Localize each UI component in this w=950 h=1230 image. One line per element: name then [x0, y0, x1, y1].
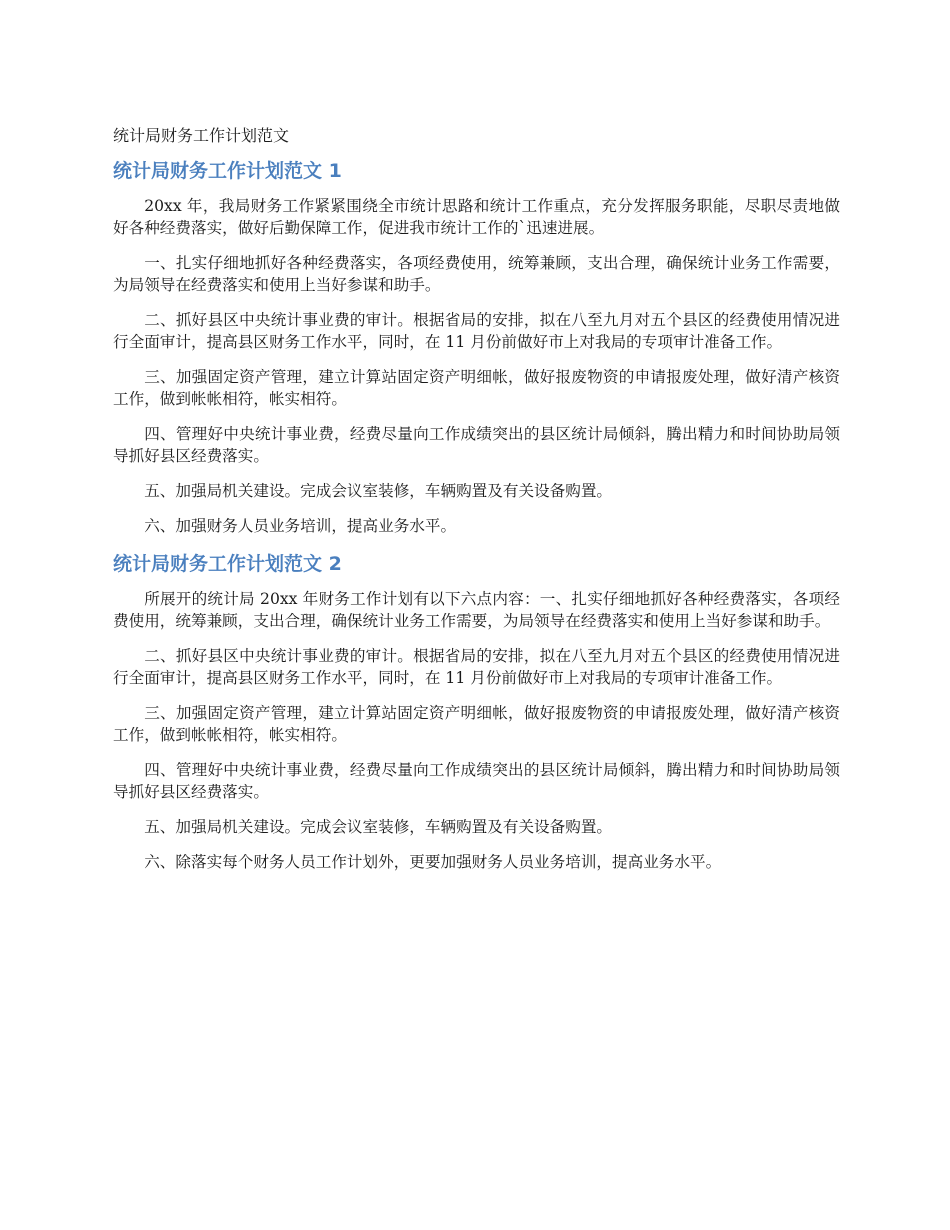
paragraph: 二、抓好县区中央统计事业费的审计。根据省局的安排，拟在八至九月对五个县区的经费使用情况进行全面审计，提高县区财务工作水平，同时，在 11 月份前做好市上对我局的专项审计准备工作。	[113, 311, 840, 351]
paragraph: 三、加强固定资产管理，建立计算站固定资产明细帐，做好报废物资的申请报废处理，做好清产核资工作，做到帐帐相符，帐实相符。	[113, 704, 840, 744]
paragraph: 20xx 年，我局财务工作紧紧围绕全市统计思路和统计工作重点，充分发挥服务职能，尽职尽责地做好各种经费落实，做好后勤保障工作，促进我市统计工作的`迅速进展。	[113, 197, 840, 237]
paragraph: 五、加强局机关建设。完成会议室装修，车辆购置及有关设备购置。	[144, 482, 613, 500]
paragraph: 六、除落实每个财务人员工作计划外，更要加强财务人员业务培训，提高业务水平。	[144, 853, 722, 871]
paragraph: 六、加强财务人员业务培训，提高业务水平。	[144, 517, 457, 535]
paragraph: 四、管理好中央统计事业费，经费尽量向工作成绩突出的县区统计局倾斜，腾出精力和时间协助局领导抓好县区经费落实。	[113, 425, 840, 465]
paragraph: 所展开的统计局 20xx 年财务工作计划有以下六点内容：一、扎实仔细地抓好各种经费落实，各项经费使用，统筹兼顾，支出合理，确保统计业务工作需要，为局领导在经费落实和使用上当好参谋和助手。	[113, 590, 840, 630]
section-heading: 统计局财务工作计划范文 2	[113, 553, 342, 575]
paragraph: 三、加强固定资产管理，建立计算站固定资产明细帐，做好报废物资的申请报废处理，做好清产核资工作，做到帐帐相符，帐实相符。	[113, 368, 840, 408]
section-heading: 统计局财务工作计划范文 1	[113, 160, 342, 182]
section-2	[113, 550, 840, 873]
document-title: 统计局财务工作计划范文	[113, 126, 290, 145]
paragraph: 二、抓好县区中央统计事业费的审计。根据省局的安排，拟在八至九月对五个县区的经费使用情况进行全面审计，提高县区财务工作水平，同时，在 11 月份前做好市上对我局的专项审计准备工作。	[113, 647, 840, 687]
section-1	[113, 157, 840, 537]
document-page	[113, 123, 840, 886]
paragraph: 四、管理好中央统计事业费，经费尽量向工作成绩突出的县区统计局倾斜，腾出精力和时间协助局领导抓好县区经费落实。	[113, 761, 840, 801]
paragraph: 一、扎实仔细地抓好各种经费落实，各项经费使用，统筹兼顾，支出合理，确保统计业务工作需要，为局领导在经费落实和使用上当好参谋和助手。	[113, 254, 840, 294]
paragraph: 五、加强局机关建设。完成会议室装修，车辆购置及有关设备购置。	[144, 818, 613, 836]
